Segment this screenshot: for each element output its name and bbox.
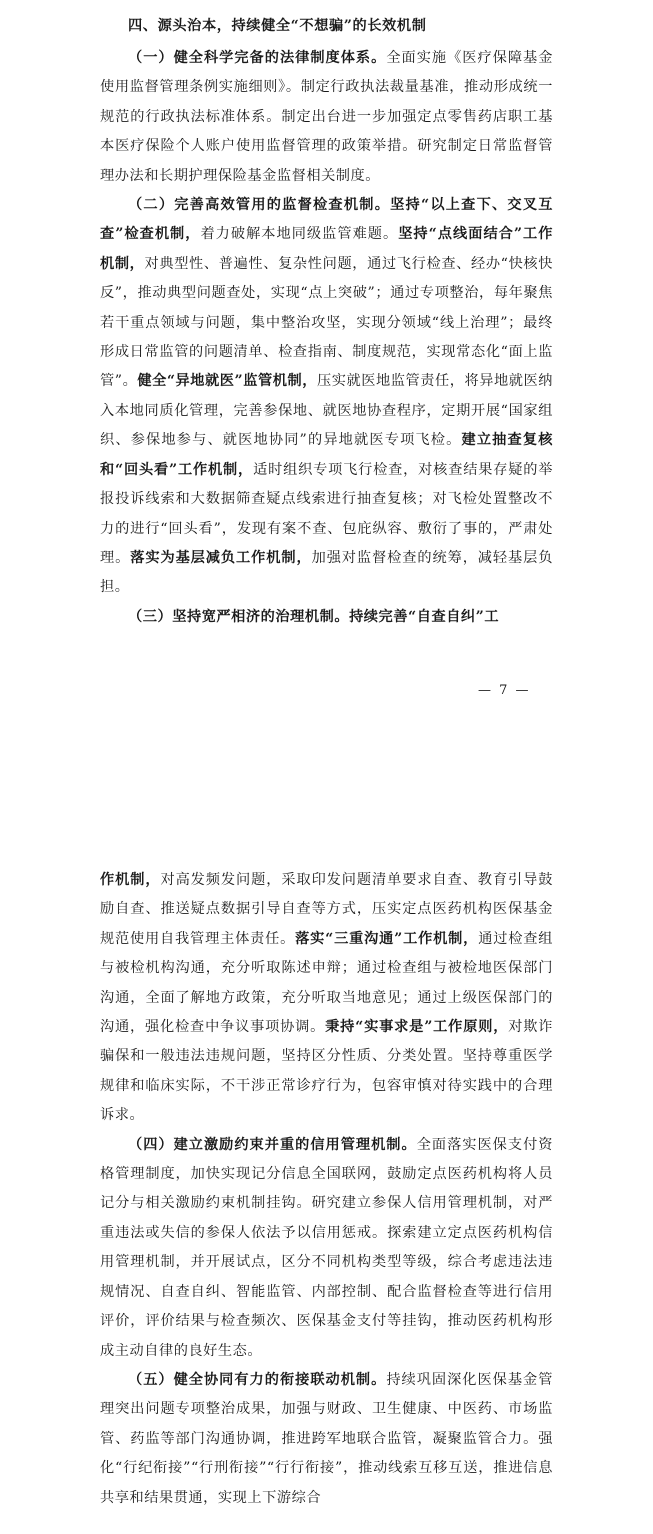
bold-text: 坚持“点线面结合”工作机制， [100,226,553,272]
bold-text: 落实“三重沟通”工作机制， [295,930,479,947]
body-text: 着力破解本地同级监管难题。 [200,226,399,243]
document-page-8 [0,840,653,1534]
body-text: 持续巩固深化医保基金管理突出问题专项整治成果，加强与财政、卫生健康、中医药、市场监管、药监等部门沟通协调，推进跨军地联合监管，凝聚监管合力。强化“行纪衔接”“行刑衔接”“行行衔接”，推动线索互移互送，推进信息共享和结果贯通，实现上下游综合 [100,1371,553,1506]
document-page-7 [0,0,653,720]
bold-text: 落实为基层减负工作机制， [130,549,312,566]
bold-text: 建立抽查复核和“回头看”工作机制， [100,432,553,478]
body-text: 加强对监督检查的统筹，减轻基层负担。 [100,549,553,596]
bold-text: （四）建立激励约束并重的信用管理机制。 [128,1136,417,1153]
paragraph-governance-mechanism-cont [100,866,553,1131]
bold-text: （二）完善高效管用的监督检查机制。坚持“以上查下、交叉互查”检查机制， [100,197,553,243]
paragraph-supervision-mechanism [100,191,553,603]
paragraph-governance-mechanism-start [100,603,553,632]
body-text: 全面落实医保支付资格管理制度，加快实现记分信息全国联网，鼓励定点医药机构将人员记分与相关激励约束机制挂钩。研究建立参保人信用管理机制，对严重违法或失信的参保人依法予以信用惩戒。探索建立定点医药机构信用管理机制，并开展试点，区分不同机构类型等级，综合考虑违法违规情况、自查自纠、智能监管、内部控制、配合监督检查等进行信用评价，评价结果与检查频次、医保基金支付等挂钩，推动医药机构形成主动自律的良好生态。 [100,1136,553,1359]
bold-text: （五）健全协同有力的衔接联动机制。 [128,1371,387,1388]
bold-text: 健全“异地就医”监管机制， [137,373,318,390]
page-gap [0,720,653,840]
bold-text: 秉持“实事求是”工作原则， [325,1019,509,1036]
bold-text: （三）坚持宽严相济的治理机制。持续完善“自查自纠”工 [128,608,500,625]
body-text: 对高发频发问题，采取印发问题清单要求自查、教育引导鼓励自查、推送疑点数据引导自查等方式，压实定点医药机构医保基金规范使用自我管理主体责任。 [100,872,553,947]
bold-text: （一）健全科学完备的法律制度体系。 [128,50,387,66]
paragraph-coordination-mechanism [100,1366,553,1513]
bold-text: 作机制， [100,872,161,888]
page-number: — 7 — [478,683,531,698]
body-text: 压实就医地监管责任，将异地就医纳入本地同质化管理，完善参保地、就医地协查程序，定期开展“国家组织、参保地参与、就医地协同”的异地就医专项飞检。 [100,373,553,449]
page-8-body [100,866,553,1513]
body-text: 适时组织专项飞行检查，对核查结果存疑的举报投诉线索和大数据筛查疑点线索进行抽查复核；对飞检处置整改不力的进行“回头看”，发现有案不查、包庇纵容、敷衍了事的，严肃处理。 [100,461,553,566]
body-text: 通过检查组与被检机构沟通，充分听取陈述申辩；通过检查组与被检地医保部门沟通，全面了解地方政策，充分听取当地意见；通过上级医保部门的沟通，强化检查中争议事项协调。 [100,930,553,1036]
paragraph-credit-management [100,1131,553,1366]
body-text: 全面实施《医疗保障基金使用监督管理条例实施细则》。制定行政执法裁量基准，推动形成统一规范的行政执法标准体系。制定出台进一步加强定点零售药店职工基本医疗保险个人账户使用监督管理的政策举措。研究制定日常监督管理办法和长期护理保险基金监督相关制度。 [100,50,553,184]
body-text: 对典型性、普遍性、复杂性问题，通过飞行检查、经办“快核快反”，推动典型问题查处，实现“点上突破”；通过专项整治，每年聚焦若干重点领域与问题，集中整治攻坚，实现分领域“线上治理”；最终形成日常监管的问题清单、检查指南、制度规范，实现常态化“面上监管”。 [100,255,554,390]
paragraph-legal-system [100,44,553,191]
section-heading: 四、源头治本，持续健全“不想骗”的长效机制 [128,18,427,34]
page-7-body [100,12,553,632]
body-text: 对欺诈骗保和一般违法违规问题，坚持区分性质、分类处置。坚持尊重医学规律和临床实际，不干涉正常诊疗行为，包容审慎对待实践中的合理诉求。 [100,1019,553,1124]
